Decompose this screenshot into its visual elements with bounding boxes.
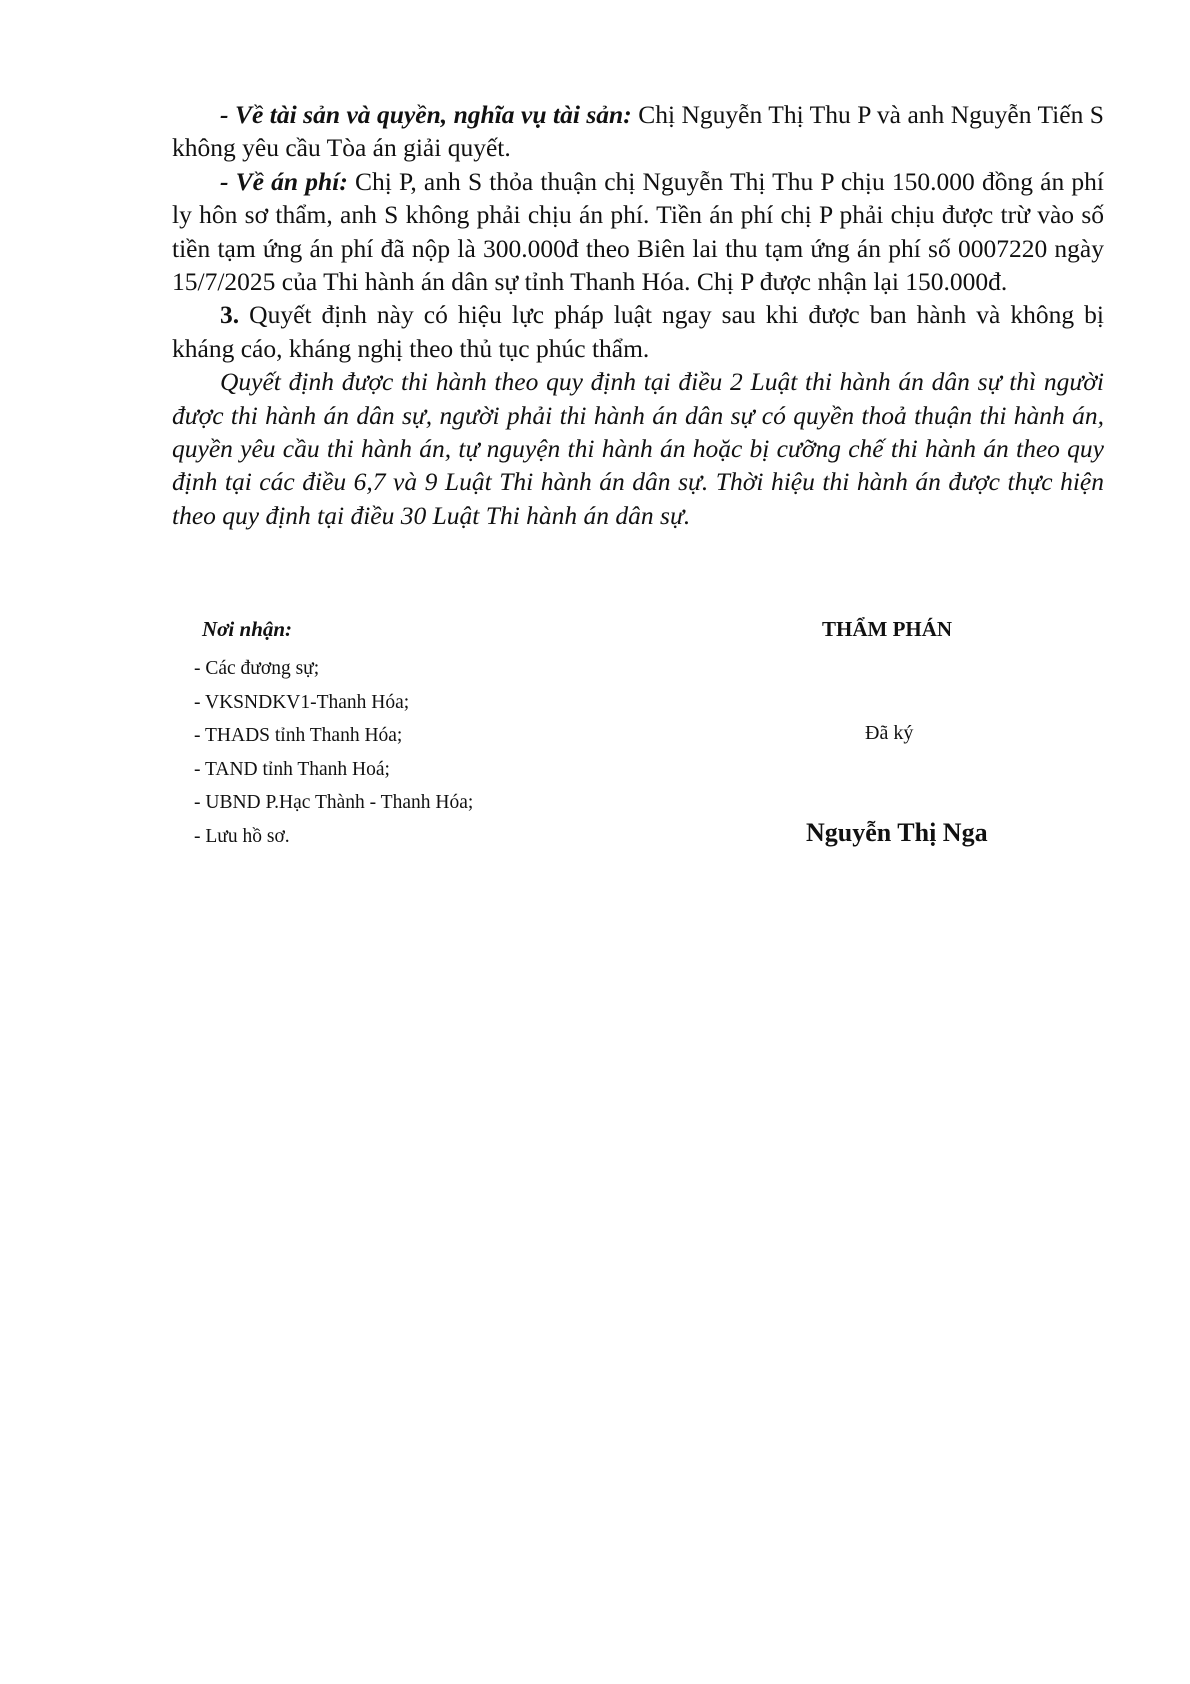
enforcement-paragraph: Quyết định được thi hành theo quy định tại điều 2 Luật thi hành án dân sự thì người được thi hành án dân sự, người phải thi hành án dân sự có quyền thoả thuận thi hành án, quyền yêu cầu thi hành án, tự nguyện thi hành án hoặc bị cưỡng chế thi hành án theo quy định tại các điều 6,7 và 9 Luật Thi hành án dân sự. Thời hiệu thi hành án được thực hiện theo quy định tại điều 30 Luật Thi hành án dân sự. — [172, 367, 1104, 530]
decision-body — [172, 98, 1104, 532]
judge-name: Nguyễn Thị Nga — [806, 818, 988, 847]
recipient-item: - Các đương sự; — [194, 658, 320, 679]
recipient-item: - Lưu hồ sơ. — [194, 825, 290, 847]
fee-text: Chị P, anh S thỏa thuận chị Nguyễn Thị Thu P chịu 150.000 đồng án phí ly hôn sơ thẩm, anh S không phải chịu án phí. Tiền án phí chị P phải chịu được trừ vào số tiền tạm ứng án phí đã nộp là 300.000đ theo Biên lai thu tạm ứng án phí số 0007220 ngày 15/7/2025 của Thi hành án dân sự tỉnh Thanh Hóa. Chị P được nhận lại 150.000đ. — [172, 166, 1104, 297]
recipient-item: - VKSNDKV1-Thanh Hóa; — [194, 691, 410, 713]
property-lead: - Về tài sản và quyền, nghĩa vụ tài sản: — [220, 100, 632, 129]
recipient-item: - UBND P.Hạc Thành - Thanh Hóa; — [194, 792, 474, 814]
recipients-title: Nơi nhận: — [202, 617, 293, 641]
recipients-list — [194, 652, 473, 854]
property-paragraph — [172, 98, 1104, 165]
effect-paragraph — [172, 298, 1104, 365]
fee-paragraph — [172, 165, 1104, 299]
property-text: Chị Nguyễn Thị Thu P và anh Nguyễn Tiến S không yêu cầu Tòa án giải quyết. — [172, 100, 1104, 163]
fee-lead: - Về án phí: — [220, 166, 348, 196]
recipient-item: - THADS tỉnh Thanh Hóa; — [194, 725, 403, 747]
signed-note: Đã ký — [865, 722, 914, 744]
effect-text: Quyết định này có hiệu lực pháp luật ngay sau khi được ban hành và không bị kháng cáo, kháng nghị theo thủ tục phúc thẩm. — [172, 300, 1104, 363]
judge-title: THẨM PHÁN — [822, 617, 953, 641]
effect-number: 3. — [220, 300, 240, 330]
recipient-item: - TAND tỉnh Thanh Hoá; — [194, 758, 390, 780]
